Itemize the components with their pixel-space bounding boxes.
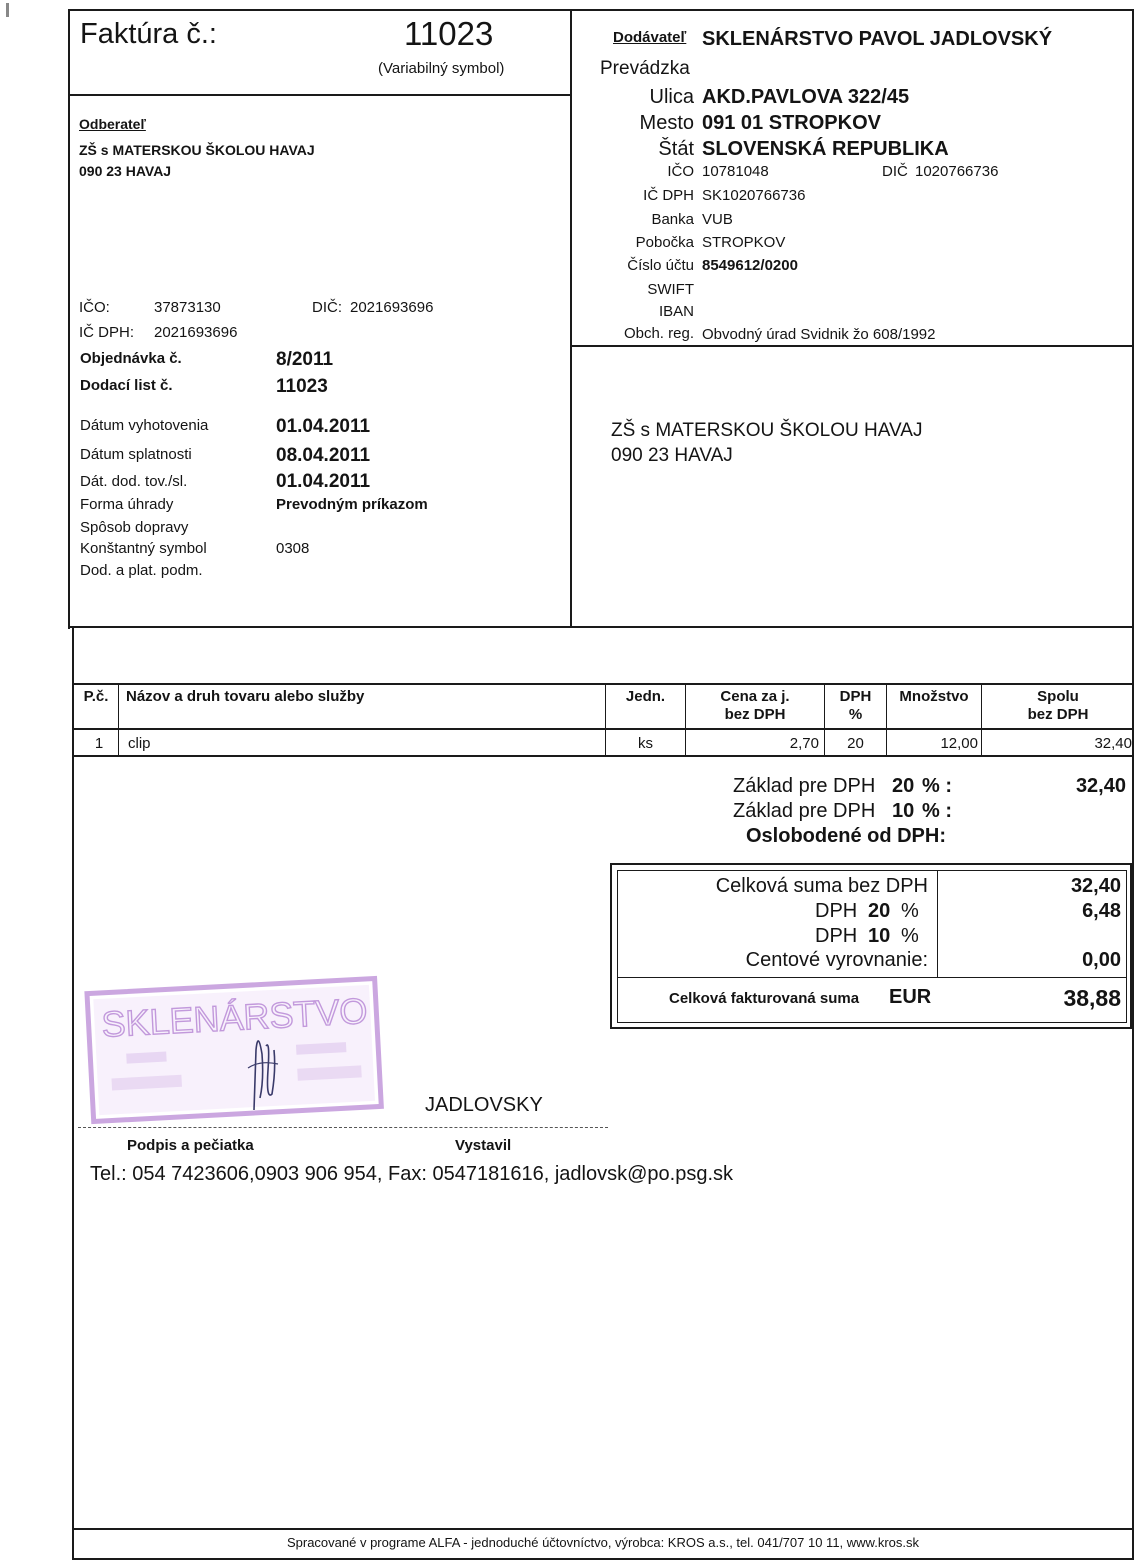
vystavil-label: Vystavil bbox=[455, 1137, 512, 1154]
banka-label: Banka bbox=[651, 211, 694, 228]
col-header-jedn: Jedn. bbox=[625, 688, 666, 705]
page-left-border-lower bbox=[72, 626, 74, 1560]
invoice-title: Faktúra č.: bbox=[80, 18, 217, 50]
bez-dph-value: 32,40 bbox=[1070, 875, 1121, 897]
customer-dic-value: 2021693696 bbox=[350, 299, 434, 316]
vyhotovenie-value: 01.04.2011 bbox=[276, 416, 371, 437]
forma-label: Forma úhrady bbox=[80, 496, 174, 513]
col-header-cena-2: bez DPH bbox=[724, 706, 786, 723]
podpis-label: Podpis a pečiatka bbox=[127, 1137, 254, 1154]
customer-label: Odberateľ bbox=[79, 116, 146, 132]
stamp-text: SKLENÁRSTVO bbox=[100, 990, 369, 1045]
dph10-percent: % bbox=[901, 925, 919, 947]
zaklad10-label: Základ pre DPH bbox=[733, 800, 876, 822]
supplier-icdph-label: IČ DPH bbox=[643, 187, 694, 204]
splatnost-value: 08.04.2011 bbox=[276, 445, 371, 466]
oslobodene-label: Oslobodené od DPH: bbox=[746, 825, 946, 847]
vyhotovenie-label: Dátum vyhotovenia bbox=[80, 417, 209, 434]
row-jedn: ks bbox=[638, 735, 653, 752]
banka-value: VUB bbox=[702, 211, 733, 228]
stat-value: SLOVENSKÁ REPUBLIKA bbox=[702, 138, 949, 160]
mesto-label: Mesto bbox=[639, 112, 694, 134]
podm-label: Dod. a plat. podm. bbox=[80, 562, 203, 579]
ulica-label: Ulica bbox=[649, 86, 694, 108]
ulica-value: AKD.PAVLOVA 322/45 bbox=[702, 86, 910, 108]
page-right-border bbox=[1132, 9, 1134, 1560]
scan-mark bbox=[6, 3, 9, 17]
signature-scribble bbox=[236, 1010, 286, 1120]
variable-symbol-label: (Variabilný symbol) bbox=[378, 60, 505, 77]
customer-ico-label: IČO: bbox=[79, 299, 110, 316]
col-header-spolu-2: bez DPH bbox=[1027, 706, 1089, 723]
customer-name: ZŠ s MATERSKOU ŠKOLOU HAVAJ bbox=[79, 142, 315, 158]
row-dph: 20 bbox=[847, 735, 864, 752]
mesto-value: 091 01 STROPKOV bbox=[702, 112, 881, 134]
invoice-number: 11023 bbox=[404, 15, 494, 52]
supplier-ico-label: IČO bbox=[667, 163, 694, 180]
supplier-ico-value: 10781048 bbox=[702, 163, 769, 180]
objednavka-label: Objednávka č. bbox=[80, 350, 182, 367]
table-top-border bbox=[72, 683, 1134, 685]
dph20-label: DPH bbox=[815, 900, 858, 922]
dph20-rate: 20 bbox=[868, 900, 891, 922]
footer-text: Spracované v programe ALFA - jednoduché účtovníctvo, výrobca: KROS a.s., tel. 041/707 10 11, www.kros.sk bbox=[286, 1535, 920, 1550]
customer-ico-value: 37873130 bbox=[154, 299, 221, 316]
totals-separator bbox=[618, 977, 1127, 978]
page-left-border bbox=[68, 9, 70, 629]
register-value: Obvodný úrad Svidnik žo 608/1992 bbox=[702, 326, 936, 343]
prevadzka-label: Prevádzka bbox=[600, 58, 690, 79]
header-vertical-divider bbox=[570, 9, 572, 628]
zaklad20-value: 32,40 bbox=[1075, 775, 1126, 797]
pobocka-value: STROPKOV bbox=[702, 234, 786, 251]
contact-line: Tel.: 054 7423606,0903 906 954, Fax: 0547181616, jadlovsk@po.psg.sk bbox=[90, 1163, 733, 1185]
register-label: Obch. reg. bbox=[623, 325, 694, 342]
company-stamp bbox=[82, 964, 385, 1129]
centove-value: 0,00 bbox=[1082, 949, 1121, 971]
col-header-cena-1: Cena za j. bbox=[720, 688, 790, 705]
celkova-currency: EUR bbox=[889, 986, 932, 1008]
company-stamp-graphic bbox=[82, 964, 385, 1129]
pobocka-label: Pobočka bbox=[635, 234, 694, 251]
ucet-value: 8549612/0200 bbox=[702, 257, 798, 274]
zaklad10-percent: % : bbox=[922, 800, 952, 822]
zaklad20-rate: 20 bbox=[892, 775, 915, 797]
iban-label: IBAN bbox=[658, 303, 694, 320]
dodanie-label: Dát. dod. tov./sl. bbox=[80, 473, 188, 490]
celkova-value: 38,88 bbox=[1063, 985, 1121, 1011]
customer-icdph-value: 2021693696 bbox=[154, 324, 238, 341]
footer-top-border bbox=[72, 1528, 1134, 1530]
col-header-pc: P.č. bbox=[83, 688, 109, 705]
title-box-bottom bbox=[68, 94, 572, 96]
customer-icdph-label: IČ DPH: bbox=[79, 324, 135, 341]
delivery-name: ZŠ s MATERSKOU ŠKOLOU HAVAJ bbox=[611, 420, 923, 441]
objednavka-value: 8/2011 bbox=[276, 349, 334, 370]
dph20-value: 6,48 bbox=[1082, 900, 1121, 922]
celkova-label: Celková fakturovaná suma bbox=[669, 990, 860, 1007]
supplier-label: Dodávateľ bbox=[613, 29, 687, 46]
dph10-label: DPH bbox=[815, 925, 858, 947]
ucet-label: Číslo účtu bbox=[627, 257, 694, 274]
row-pc: 1 bbox=[94, 735, 104, 752]
row-nazov: clip bbox=[128, 735, 151, 752]
page-top-border bbox=[68, 9, 1134, 11]
doprava-label: Spôsob dopravy bbox=[80, 519, 189, 536]
dph10-rate: 10 bbox=[868, 925, 891, 947]
splatnost-label: Dátum splatnosti bbox=[80, 446, 192, 463]
dodaci-value: 11023 bbox=[276, 376, 328, 397]
dodaci-label: Dodací list č. bbox=[80, 377, 173, 394]
col-header-dph-2: % bbox=[848, 706, 863, 723]
header-section-bottom bbox=[68, 626, 1134, 628]
col-header-spolu-1: Spolu bbox=[1037, 688, 1079, 705]
stat-label: Štát bbox=[658, 138, 694, 160]
table-header-bottom bbox=[72, 728, 1134, 730]
row-spolu: 32,40 bbox=[1094, 735, 1132, 752]
table-row-bottom bbox=[72, 755, 1134, 757]
col-header-dph-1: DPH bbox=[839, 688, 872, 705]
bez-dph-label: Celková suma bez DPH bbox=[715, 875, 928, 897]
supplier-dic-label: DIČ bbox=[882, 163, 908, 180]
dph20-percent: % bbox=[901, 900, 919, 922]
issuer-name: JADLOVSKY bbox=[425, 1094, 543, 1116]
zaklad20-percent: % : bbox=[922, 775, 952, 797]
delivery-address: 090 23 HAVAJ bbox=[611, 445, 733, 466]
swift-label: SWIFT bbox=[647, 281, 694, 298]
col-header-mnozstvo: Množstvo bbox=[899, 688, 969, 705]
supplier-dic-value: 1020766736 bbox=[915, 163, 999, 180]
customer-address: 090 23 HAVAJ bbox=[79, 163, 172, 179]
col-header-nazov: Názov a druh tovaru alebo služby bbox=[126, 688, 365, 705]
totals-col-divider bbox=[937, 871, 938, 978]
zaklad20-label: Základ pre DPH bbox=[733, 775, 876, 797]
konst-value: 0308 bbox=[276, 540, 310, 557]
supplier-box-bottom bbox=[570, 345, 1134, 347]
footer-bottom-border bbox=[72, 1558, 1134, 1560]
customer-dic-label: DIČ: bbox=[312, 299, 342, 316]
row-cena: 2,70 bbox=[789, 735, 819, 752]
konst-label: Konštantný symbol bbox=[80, 540, 207, 557]
dodanie-value: 01.04.2011 bbox=[276, 471, 371, 492]
centove-label: Centové vyrovnanie: bbox=[745, 949, 928, 971]
forma-value: Prevodným príkazom bbox=[276, 496, 428, 513]
row-mnozstvo: 12,00 bbox=[940, 735, 978, 752]
zaklad10-rate: 10 bbox=[892, 800, 915, 822]
supplier-name: SKLENÁRSTVO PAVOL JADLOVSKÝ bbox=[702, 28, 1053, 50]
signature-dashed-line bbox=[78, 1127, 608, 1128]
supplier-icdph-value: SK1020766736 bbox=[702, 187, 806, 204]
